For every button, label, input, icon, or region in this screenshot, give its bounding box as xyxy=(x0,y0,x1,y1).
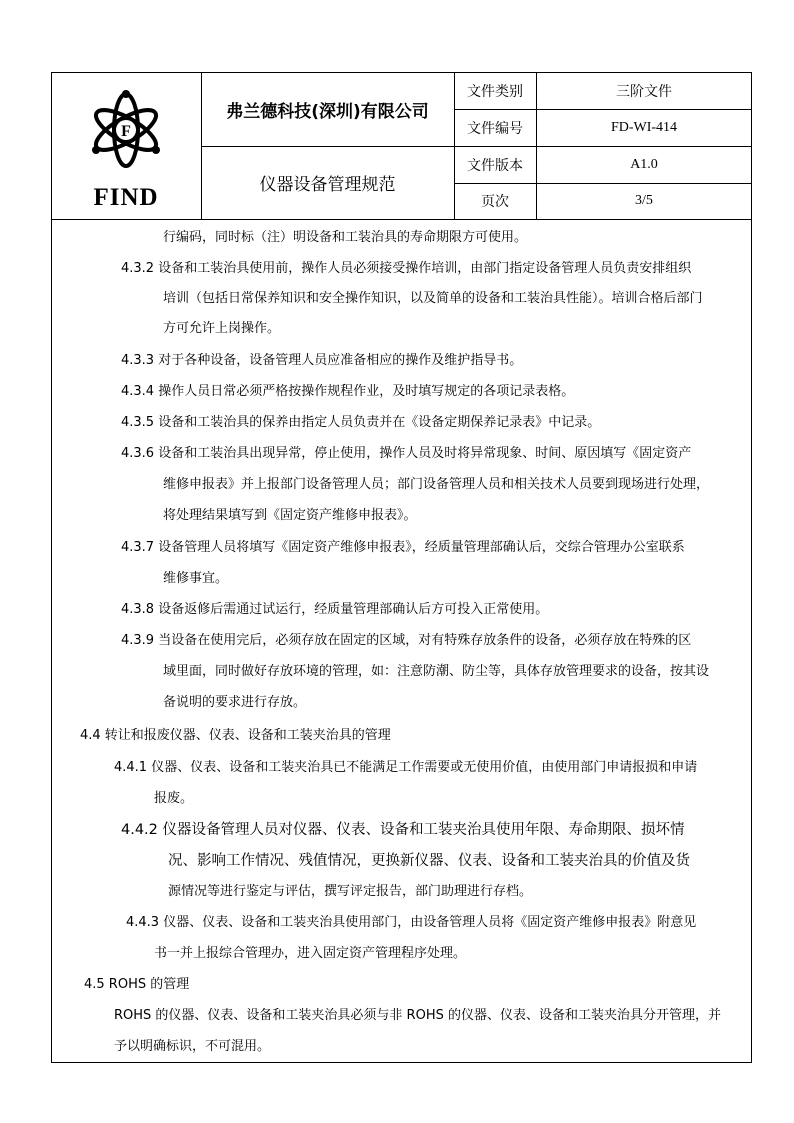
body-line: 4.3.7 设备管理人员将填写《固定资产维修申报表》，经质量管理部确认后，交综合管理办公室联系 xyxy=(121,540,685,555)
body-line: 备说明的要求进行存放。 xyxy=(163,695,307,710)
body-line: 况、影响工作情况、残值情况，更换新仪器、仪表、设备和工装夹治具的价值及货 xyxy=(168,853,690,869)
body-line: 4.4.3 仪器、仪表、设备和工装夹治具使用部门，由设备管理人员将《固定资产维修申报表》附意见 xyxy=(126,915,697,930)
logo-text: FIND xyxy=(93,184,159,211)
body-line: 4.3.3 对于各种设备，设备管理人员应准备相应的操作及维护指导书。 xyxy=(121,353,523,368)
svg-text:F: F xyxy=(121,123,131,140)
body-line: 行编码，同时标（注）明设备和工装治具的寿命期限方可使用。 xyxy=(163,230,528,245)
body-line: 4.3.4 操作人员日常必须严格按操作规程作业，及时填写规定的各项记录表格。 xyxy=(121,384,575,399)
body-line: 源情况等进行鉴定与评估，撰写评定报告，部门助理进行存档。 xyxy=(168,884,533,899)
section-heading: 4.5 ROHS 的管理 xyxy=(84,977,190,992)
page-number-value: 3/5 xyxy=(635,193,653,208)
doc-number-value: FD-WI-414 xyxy=(610,119,678,135)
body-line: 维修申报表》并上报部门设备管理人员；部门设备管理人员和相关技术人员要到现场进行处理， xyxy=(163,477,710,492)
section-heading: 4.4 转让和报废仪器、仪表、设备和工装夹治具的管理 xyxy=(80,728,391,743)
page-label: 页次 xyxy=(481,194,509,210)
body-line: 域里面，同时做好存放环境的管理，如：注意防潮、防尘等，具体存放管理要求的设备，按其设 xyxy=(163,664,710,679)
doc-version-value: A1.0 xyxy=(630,156,658,172)
body-line: 书一并上报综合管理办，进入固定资产管理程序处理。 xyxy=(154,946,467,961)
body-line: 培训（包括日常保养知识和安全操作知识，以及简单的设备和工装治具性能）。培训合格后部门 xyxy=(163,291,703,306)
doc-category-value: 三阶文件 xyxy=(616,83,672,100)
body-line: 将处理结果填写到《固定资产维修申报表》。 xyxy=(163,508,417,523)
body-line: 4.4.1 仪器、仪表、设备和工装夹治具已不能满足工作需要或无使用价值，由使用部门申请报损和申请 xyxy=(114,760,698,775)
body-line: 4.4.2 仪器设备管理人员对仪器、仪表、设备和工装夹治具使用年限、寿命期限、损坏情 xyxy=(121,822,685,838)
header-bottom-border xyxy=(51,219,752,220)
body-line: 4.3.6 设备和工装治具出现异常，停止使用，操作人员及时将异常现象、时间、原因填写《固定资产 xyxy=(121,446,692,461)
company-logo-icon xyxy=(86,88,166,176)
body-line: 4.3.5 设备和工装治具的保养由指定人员负责并在《设备定期保养记录表》中记录。 xyxy=(121,415,601,430)
company-name: 弗兰德科技(深圳)有限公司 xyxy=(226,101,429,122)
doc-category-label: 文件类别 xyxy=(467,83,523,100)
body-line: 4.3.2 设备和工装治具使用前，操作人员必须接受操作培训，由部门指定设备管理人员负责安排组织 xyxy=(121,261,692,276)
body-line: 4.3.8 设备返修后需通过试运行，经质量管理部确认后方可投入正常使用。 xyxy=(121,602,549,617)
doc-version-label: 文件版本 xyxy=(467,157,523,174)
body-line: 予以明确标识，不可混用。 xyxy=(114,1039,271,1054)
body-line: 方可允许上岗操作。 xyxy=(163,321,281,336)
body-line: ROHS 的仪器、仪表、设备和工装夹治具必须与非 ROHS 的仪器、仪表、设备和工装夹治具分开管理，并 xyxy=(114,1008,721,1023)
doc-number-label: 文件编号 xyxy=(467,120,523,137)
body-line: 4.3.9 当设备在使用完后，必须存放在固定的区域，对有特殊存放条件的设备，必须存放在特殊的区 xyxy=(121,633,692,648)
body-line: 报废。 xyxy=(154,791,194,806)
body-line: 维修事宜。 xyxy=(163,571,229,586)
document-title: 仪器设备管理规范 xyxy=(259,175,396,195)
